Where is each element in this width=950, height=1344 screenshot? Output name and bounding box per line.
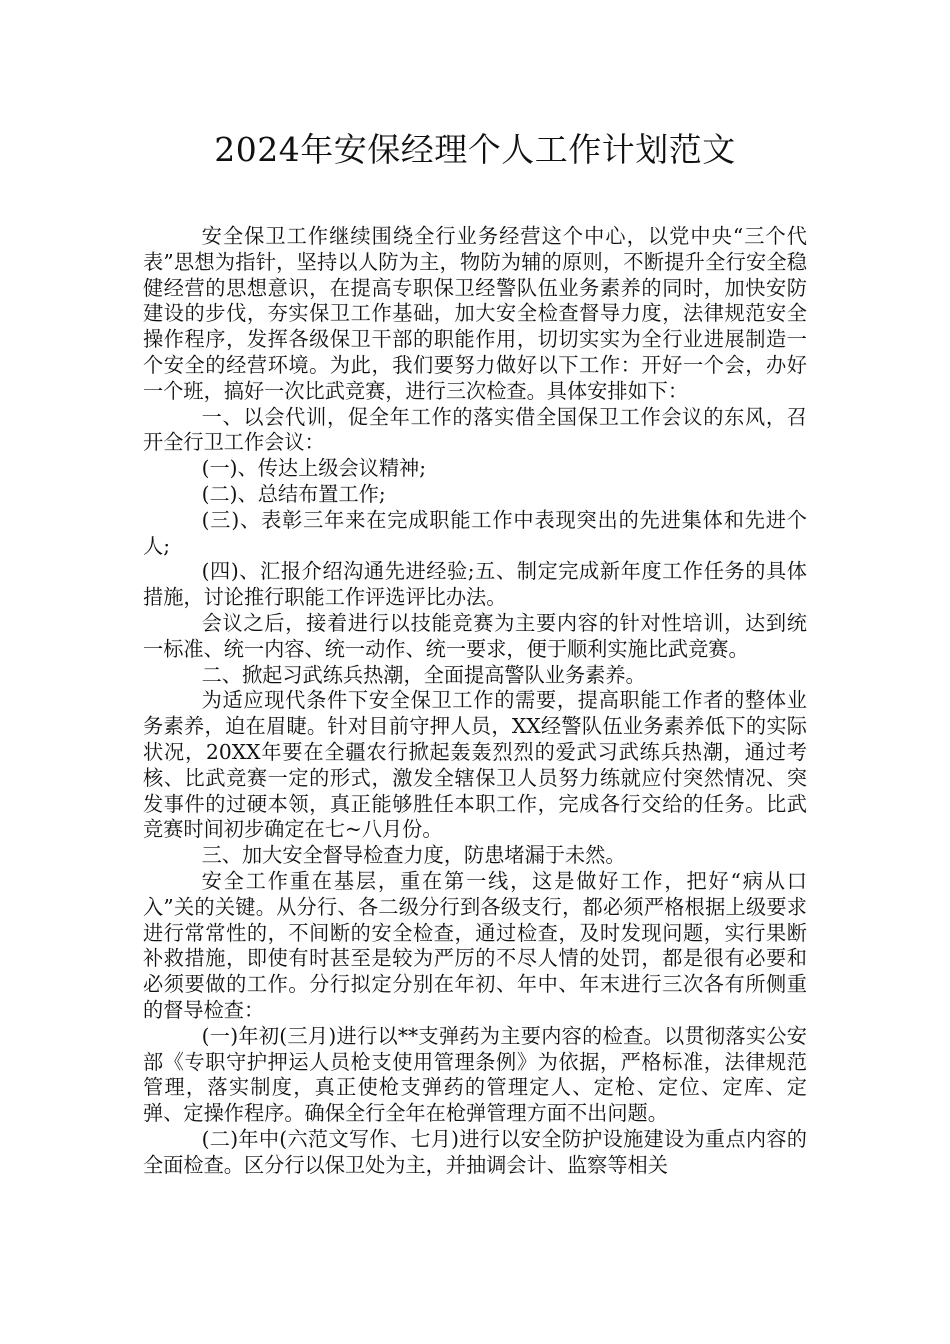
document-body <box>143 224 807 1178</box>
paragraph: 三、加大安全督导检查力度，防患堵漏于未然。 <box>201 843 626 868</box>
paragraph: (二)、总结布置工作; <box>201 481 386 506</box>
paragraph: 会议之后，接着进行以技能竞赛为主要内容的针对性培训，达到统一标准、统一内容、统一动作、统一要求，便于顺利实施比武竞赛。 <box>143 610 807 661</box>
paragraph: 安全保卫工作继续围绕全行业务经营这个中心，以党中央“三个代表”思想为指针，坚持以人防为主，物防为辅的原则，不断提升全行安全稳健经营的思想意识，在提高专职保卫经警队伍业务素养的同时，加快安防建设的步伐，夯实保卫工作基础，加大安全检查督导力度，法律规范安全操作程序，发挥各级保卫干部的职能作用，切切实实为全行业进展制造一个安全的经营环境。为此，我们要努力做好以下工作：开好一个会，办好一个班，搞好一次比武竞赛，进行三次检查。具体安排如下： <box>143 224 807 403</box>
paragraph: (一)、传达上级会议精神; <box>201 456 427 481</box>
paragraph: (三)、表彰三年来在完成职能工作中表现突出的先进集体和先进个人; <box>143 507 807 558</box>
paragraph: 安全工作重在基层，重在第一线，这是做好工作，把好“病从口入”关的关键。从分行、各二级分行到各级支行，都必须严格根据上级要求进行常常性的，不间断的安全检查，通过检查，及时发现问题，实行果断补救措施，即使有时甚至是较为严厉的不尽人情的处罚，都是很有必要和必须要做的工作。分行拟定分别在年初、年中、年末进行三次各有所侧重的督导检查： <box>143 868 807 1022</box>
paragraph: 一、以会代训，促全年工作的落实借全国保卫工作会议的东风，召开全行卫工作会议： <box>143 404 807 455</box>
paragraph: 为适应现代条件下安全保卫工作的需要，提高职能工作者的整体业务素养，迫在眉睫。针对目前守押人员，XX经警队伍业务素养低下的实际状况，20XX年要在全疆农行掀起轰轰烈烈的爱武习武练兵热潮，通过考核、比武竞赛一定的形式，激发全辖保卫人员努力练就应付突然情况、突发事件的过硬本领，真正能够胜任本职工作，完成各行交给的任务。比武竞赛时间初步确定在七~八月份。 <box>143 688 807 842</box>
paragraph: (一)年初(三月)进行以**支弹药为主要内容的检查。以贯彻落实公安部《专职守护押运人员枪支使用管理条例》为依据，严格标准，法律规范管理，落实制度，真正使枪支弹药的管理定人、定枪、定位、定库、定弹、定操作程序。确保全行全年在枪弹管理方面不出问题。 <box>143 1023 807 1126</box>
paragraph: (四)、汇报介绍沟通先进经验;五、制定完成新年度工作任务的具体措施，讨论推行职能工作评选评比办法。 <box>143 559 807 610</box>
document-title: 2024年安保经理个人工作计划范文 <box>214 130 736 169</box>
paragraph: 二、掀起习武练兵热潮，全面提高警队业务素养。 <box>201 662 646 687</box>
paragraph: (二)年中(六范文写作、七月)进行以安全防护设施建设为重点内容的全面检查。区分行以保卫处为主，并抽调会计、监察等相关 <box>143 1126 807 1177</box>
